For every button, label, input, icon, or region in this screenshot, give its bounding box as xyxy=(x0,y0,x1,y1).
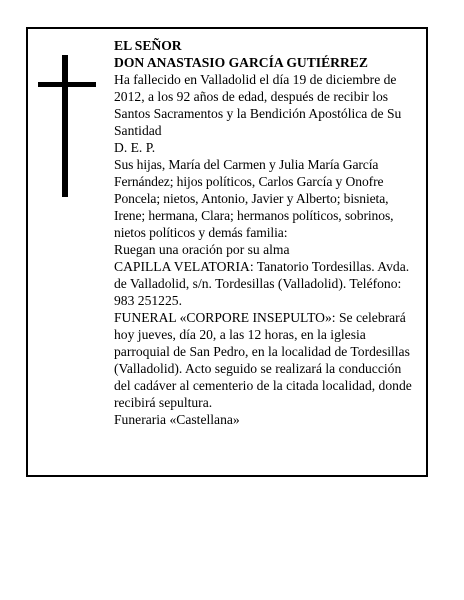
death-info: Ha fallecido en Valladolid el día 19 de diciembre de 2012, a los 92 años de edad, después de recibir los Santos Sacramentos y la Bendición Apostólica de Su Santidad xyxy=(114,72,402,138)
dep-line: D. E. P. xyxy=(114,140,156,155)
prayer-request: Ruegan una oración por su alma xyxy=(114,242,290,257)
family-list: Sus hijas, María del Carmen y Julia María García Fernández; hijos políticos, Carlos García y Onofre Poncela; nietos, Antonio, Javier y Alberto; bisnieta, Irene; hermana, Clara; hermanos políticos, sobrinos, nietos políticos y demás familia: xyxy=(114,157,394,240)
cross-horizontal-bar xyxy=(38,82,96,87)
chapel-info: CAPILLA VELATORIA: Tanatorio Tordesillas. Avda. de Valladolid, s/n. Tordesillas (Valladolid). Teléfono: 983 251225. xyxy=(114,259,410,308)
deceased-name: DON ANASTASIO GARCÍA GUTIÉRREZ xyxy=(114,55,368,70)
obituary-text xyxy=(114,37,418,428)
notice-heading: EL SEÑOR xyxy=(114,38,182,53)
funeral-home: Funeraria «Castellana» xyxy=(114,412,240,427)
cross-vertical-bar xyxy=(62,55,68,197)
latin-cross-icon xyxy=(38,55,96,197)
funeral-info: FUNERAL «CORPORE INSEPULTO»: Se celebrará hoy jueves, día 20, a las 12 horas, en la iglesia parroquial de San Pedro, en la localidad de Tordesillas (Valladolid). Acto seguido se realizará la conducción del cadáver al cementerio de la citada localidad, donde recibirá sepultura. xyxy=(114,310,412,410)
